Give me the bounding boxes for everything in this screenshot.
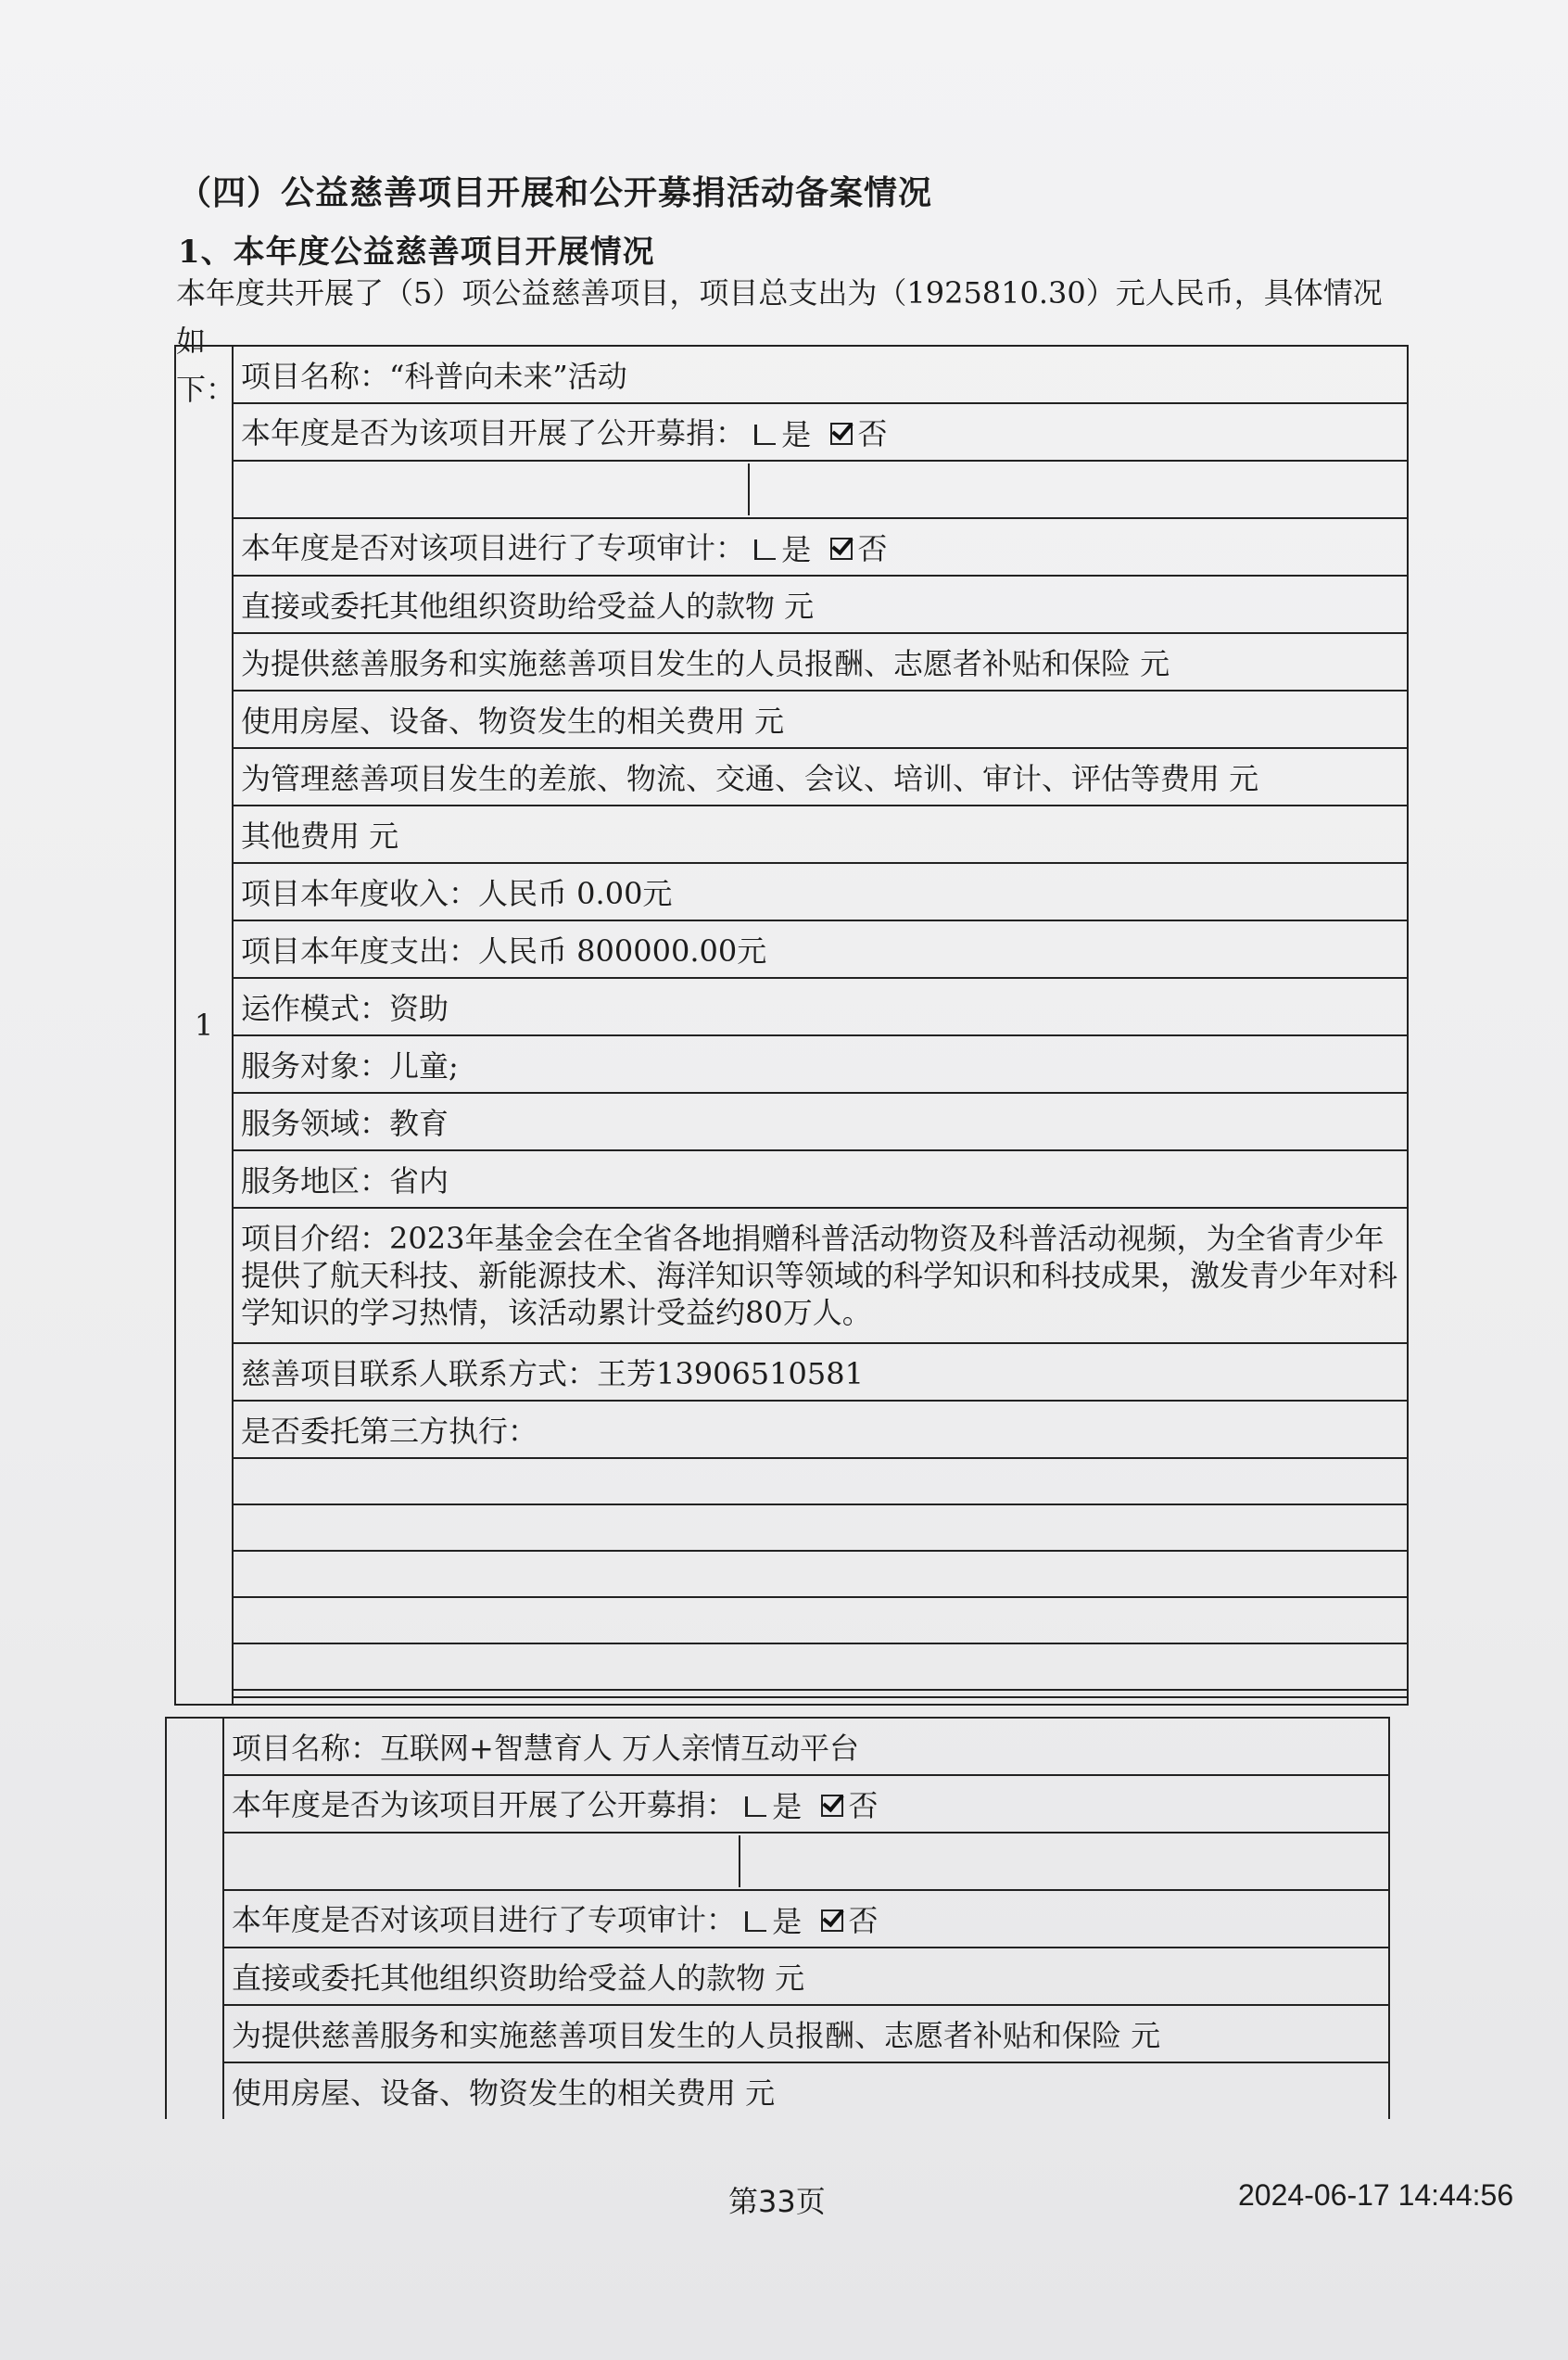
checked-box-icon <box>830 423 853 445</box>
personnel-row: 为提供慈善服务和实施慈善项目发生的人员报酬、志愿者补贴和保险 元 <box>233 633 1408 691</box>
project-name: 项目名称：互联网+智慧育人 万人亲情互动平台 <box>223 1718 1389 1775</box>
blank-row <box>233 1597 1408 1643</box>
blank-split-row <box>223 1833 1389 1890</box>
third-party-row: 是否委托第三方执行： <box>233 1401 1408 1458</box>
income-row: 项目本年度收入：人民币 0.00元 <box>233 863 1408 920</box>
mode-row: 运作模式：资助 <box>233 978 1408 1035</box>
page-number: 第33页 <box>728 2184 826 2219</box>
fundraising-row <box>233 403 1408 461</box>
fundraising-yes-checkbox[interactable]: 是 <box>745 1783 802 1826</box>
checked-box-icon <box>830 538 853 560</box>
blank-split-row <box>233 461 1408 518</box>
intro-line-2: 下： <box>176 372 236 407</box>
target-row: 服务对象：儿童; <box>233 1035 1408 1093</box>
intro-line-1: 本年度共开展了（5）项公益慈善项目，项目总支出为（1925810.30）元人民币，具体情况如 <box>176 275 1383 359</box>
other-row: 其他费用 元 <box>233 806 1408 863</box>
intro-row: 项目介绍：2023年基金会在全省各地捐赠科普活动物资及科普活动视频，为全省青少年提供了航天科技、新能源技术、海洋知识等领域的科学知识和科技成果，激发青少年对科学知识的学习热情，该活动累计受益约80万人。 <box>233 1208 1408 1343</box>
blank-row <box>233 1458 1408 1504</box>
field-row: 服务领域：教育 <box>233 1093 1408 1150</box>
audit-no-checkbox[interactable]: 否 <box>830 526 888 568</box>
fundraising-no-checkbox[interactable]: 否 <box>821 1783 879 1825</box>
fundraising-label: 本年度是否为该项目开展了公开募捐： <box>241 415 746 450</box>
property-row: 使用房屋、设备、物资发生的相关费用 元 <box>233 691 1408 748</box>
region-row: 服务地区：省内 <box>233 1150 1408 1208</box>
unchecked-box-icon <box>745 1796 766 1817</box>
fundraising-label: 本年度是否为该项目开展了公开募捐： <box>232 1787 737 1822</box>
section-heading: （四）公益慈善项目开展和公开募捐活动备案情况 <box>178 173 933 212</box>
blank-row <box>233 1504 1408 1551</box>
management-row: 为管理慈善项目发生的差旅、物流、交通、会议、培训、审计、评估等费用 元 <box>233 748 1408 806</box>
audit-no-checkbox[interactable]: 否 <box>821 1897 879 1940</box>
contact-row: 慈善项目联系人联系方式：王芳13906510581 <box>233 1343 1408 1401</box>
audit-label: 本年度是否对该项目进行了专项审计： <box>241 530 746 565</box>
blank-row <box>233 1551 1408 1597</box>
blank-row <box>233 1643 1408 1690</box>
blank-row <box>233 1690 1408 1697</box>
project-index: 1 <box>175 346 233 1705</box>
blank-row <box>233 1697 1408 1705</box>
direct-funding-row: 直接或委托其他组织资助给受益人的款物 元 <box>233 576 1408 633</box>
fundraising-yes-checkbox[interactable]: 是 <box>754 412 811 454</box>
fundraising-row <box>223 1775 1389 1833</box>
unchecked-box-icon <box>745 1911 766 1932</box>
expense-row: 项目本年度支出：人民币 800000.00元 <box>233 920 1408 978</box>
project-2-table <box>165 1717 1390 2119</box>
audit-row <box>223 1890 1389 1948</box>
audit-label: 本年度是否对该项目进行了专项审计： <box>232 1902 737 1937</box>
project-name: 项目名称：“科普向未来”活动 <box>233 346 1408 403</box>
personnel-row: 为提供慈善服务和实施慈善项目发生的人员报酬、志愿者补贴和保险 元 <box>223 2005 1389 2062</box>
timestamp: 2024-06-17 14:44:56 <box>1238 2178 1514 2212</box>
direct-funding-row: 直接或委托其他组织资助给受益人的款物 元 <box>223 1948 1389 2005</box>
unchecked-box-icon <box>754 425 776 445</box>
project-index <box>166 1718 223 2119</box>
audit-yes-checkbox[interactable]: 是 <box>754 527 811 569</box>
audit-yes-checkbox[interactable]: 是 <box>745 1898 802 1941</box>
unchecked-box-icon <box>754 539 776 560</box>
checked-box-icon <box>821 1795 843 1817</box>
fundraising-no-checkbox[interactable]: 否 <box>830 411 888 453</box>
audit-row <box>233 518 1408 576</box>
project-1-table <box>174 345 1409 1706</box>
property-row: 使用房屋、设备、物资发生的相关费用 元 <box>223 2062 1389 2119</box>
checked-box-icon <box>821 1910 843 1932</box>
sub-heading: 1、本年度公益慈善项目开展情况 <box>178 234 655 271</box>
